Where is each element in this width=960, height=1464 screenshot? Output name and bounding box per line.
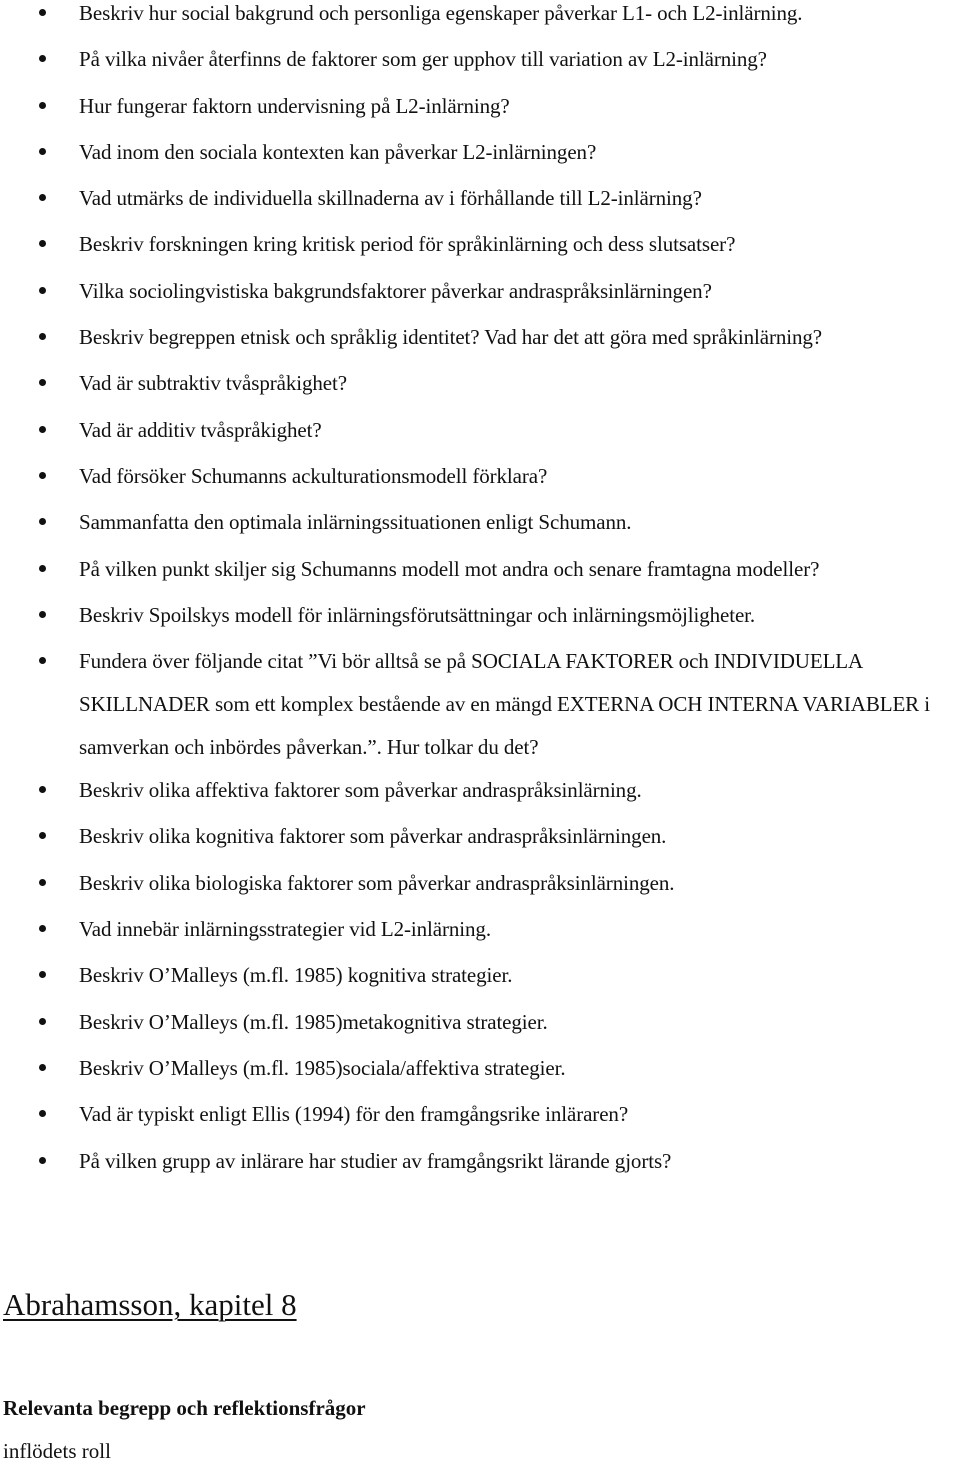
question-text: Fundera över följande citat ”Vi bör alltså se på SOCIALA FAKTORER och INDIVIDUELLA SKILLNADER som ett komplex bestående av en mängd EXTERNA OCH INTERNA VARIABLER i samverkan och inbördes påverkan.”. Hur tolkar du det? — [79, 649, 930, 760]
bullet-icon — [39, 971, 46, 978]
question-text: Beskriv hur social bakgrund och personliga egenskaper påverkar L1- och L2-inlärning. — [79, 1, 803, 25]
list-item — [0, 640, 960, 769]
question-text: På vilken punkt skiljer sig Schumanns modell mot andra och senare framtagna modeller? — [79, 556, 820, 581]
bullet-icon — [39, 1064, 46, 1071]
list-item — [0, 548, 960, 594]
bullet-icon — [39, 287, 46, 294]
list-item — [0, 131, 960, 177]
list-item — [0, 501, 960, 547]
bullet-icon — [39, 194, 46, 201]
question-text: Vilka sociolingvistiska bakgrundsfaktorer påverkar andraspråksinlärningen? — [79, 278, 712, 303]
list-item — [0, 0, 960, 38]
bullet-icon — [39, 333, 46, 340]
bullet-icon — [39, 925, 46, 932]
list-item — [0, 223, 960, 269]
bullet-icon — [39, 879, 46, 886]
bullet-icon — [39, 102, 46, 109]
bullet-icon — [39, 1018, 46, 1025]
list-item — [0, 1093, 960, 1139]
bullet-icon — [39, 657, 46, 664]
list-item — [0, 594, 960, 640]
list-item — [0, 316, 960, 362]
bullet-icon — [39, 55, 46, 62]
bullet-icon — [39, 565, 46, 572]
section-subheading: Relevanta begrepp och reflektionsfrågor — [3, 1396, 366, 1420]
list-item — [0, 769, 960, 815]
question-text: Vad är typiskt enligt Ellis (1994) för den framgångsrike inläraren? — [79, 1102, 629, 1127]
question-text: Vad är subtraktiv tvåspråkighet? — [79, 371, 347, 396]
bullet-icon — [39, 426, 46, 433]
question-text: Beskriv O’Malleys (m.fl. 1985)sociala/affektiva strategier. — [79, 1055, 566, 1080]
question-text: Beskriv begreppen etnisk och språklig identitet? Vad har det att göra med språkinlärning? — [79, 325, 822, 350]
question-text: Beskriv olika biologiska faktorer som påverkar andraspråksinlärningen. — [79, 870, 675, 895]
bullet-icon — [39, 240, 46, 247]
question-text: Beskriv forskningen kring kritisk period för språkinlärning och dess slutsatser? — [79, 232, 736, 257]
list-item — [0, 908, 960, 954]
question-text: Vad försöker Schumanns ackulturationsmodell förklara? — [79, 463, 548, 488]
list-item — [0, 1047, 960, 1093]
question-text: Beskriv olika affektiva faktorer som påverkar andraspråksinlärning. — [79, 778, 642, 803]
list-item — [0, 862, 960, 908]
question-text: Hur fungerar faktorn undervisning på L2-inlärning? — [79, 93, 510, 118]
question-text: Beskriv O’Malleys (m.fl. 1985)metakognitiva strategier. — [79, 1009, 548, 1034]
question-text: Vad inom den sociala kontexten kan påverkar L2-inlärningen? — [79, 139, 597, 164]
bullet-icon — [39, 148, 46, 155]
list-item — [0, 455, 960, 501]
list-item — [0, 85, 960, 131]
bullet-icon — [39, 472, 46, 479]
question-text: Sammanfatta den optimala inlärningssituationen enligt Schumann. — [79, 510, 632, 535]
question-text: Beskriv O’Malleys (m.fl. 1985) kognitiva strategier. — [79, 963, 513, 988]
question-text: Vad utmärks de individuella skillnaderna av i förhållande till L2-inlärning? — [79, 186, 702, 211]
question-text: Vad är additiv tvåspråkighet? — [79, 417, 322, 442]
question-text: Beskriv Spoilskys modell för inlärningsförutsättningar och inlärningsmöjligheter. — [79, 602, 756, 627]
list-item — [0, 38, 960, 84]
bullet-icon — [39, 9, 46, 16]
bullet-icon — [39, 786, 46, 793]
list-item — [0, 177, 960, 223]
chapter-heading: Abrahamsson, kapitel 8 — [3, 1287, 297, 1322]
question-text: Beskriv olika kognitiva faktorer som påverkar andraspråksinlärningen. — [79, 824, 667, 849]
bullet-icon — [39, 832, 46, 839]
list-item — [0, 815, 960, 861]
list-item — [0, 270, 960, 316]
term-text: inflödets roll — [3, 1439, 111, 1463]
list-item — [0, 409, 960, 455]
bullet-icon — [39, 379, 46, 386]
question-text: På vilka nivåer återfinns de faktorer som ger upphov till variation av L2-inlärning? — [79, 47, 767, 72]
bullet-icon — [39, 1157, 46, 1164]
list-item — [0, 954, 960, 1000]
list-item — [0, 1001, 960, 1047]
bullet-icon — [39, 611, 46, 618]
list-item — [0, 1140, 960, 1186]
bullet-icon — [39, 1110, 46, 1117]
list-item — [0, 362, 960, 408]
question-text: På vilken grupp av inlärare har studier av framgångsrikt lärande gjorts? — [79, 1148, 672, 1173]
bullet-icon — [39, 518, 46, 525]
question-text: Vad innebär inlärningsstrategier vid L2-inlärning. — [79, 917, 491, 942]
